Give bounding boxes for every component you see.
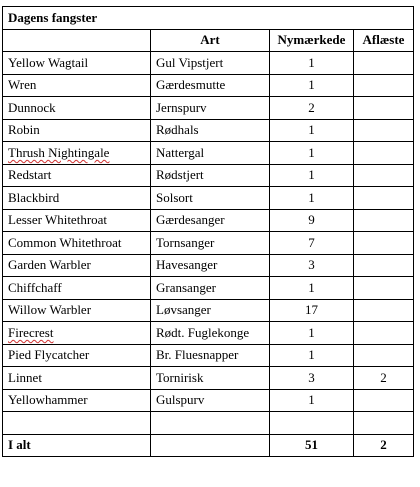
count-read: 2 [354, 367, 414, 390]
species-english: Linnet [3, 367, 151, 390]
species-danish: Havesanger [151, 254, 270, 277]
species-english: Robin [3, 119, 151, 142]
table-row [3, 254, 414, 277]
count-read [354, 254, 414, 277]
total-label: I alt [3, 434, 151, 457]
species-english: Blackbird [3, 187, 151, 210]
count-new: 1 [270, 142, 354, 165]
count-read [354, 187, 414, 210]
count-read [354, 97, 414, 120]
header-new: Nymærkede [270, 29, 354, 52]
count-new: 17 [270, 299, 354, 322]
table-row [3, 367, 414, 390]
count-new: 9 [270, 209, 354, 232]
table-row [3, 119, 414, 142]
species-danish: Rødt. Fuglekonge [151, 322, 270, 345]
species-english [3, 142, 151, 165]
count-new: 1 [270, 322, 354, 345]
table-row [3, 164, 414, 187]
table-row [3, 232, 414, 255]
header-species [3, 29, 151, 52]
catch-table [2, 6, 414, 457]
total-row [3, 434, 414, 457]
spellcheck-word: Firecrest [8, 324, 54, 340]
count-new: 1 [270, 164, 354, 187]
blank-row [3, 412, 414, 435]
count-new: 7 [270, 232, 354, 255]
header-art: Art [151, 29, 270, 52]
species-english: Dunnock [3, 97, 151, 120]
total-empty [151, 434, 270, 457]
species-danish: Gærdesmutte [151, 74, 270, 97]
table-row [3, 142, 414, 165]
species-english: Yellow Wagtail [3, 52, 151, 75]
species-english: Garden Warbler [3, 254, 151, 277]
table-row [3, 74, 414, 97]
total-new: 51 [270, 434, 354, 457]
table-row [3, 344, 414, 367]
species-danish: Solsort [151, 187, 270, 210]
species-danish: Jernspurv [151, 97, 270, 120]
count-read [354, 389, 414, 412]
blank-cell [270, 412, 354, 435]
count-new: 1 [270, 389, 354, 412]
table-row [3, 97, 414, 120]
species-english: Chiffchaff [3, 277, 151, 300]
count-new: 1 [270, 74, 354, 97]
header-read: Aflæste [354, 29, 414, 52]
total-read: 2 [354, 434, 414, 457]
count-read [354, 52, 414, 75]
count-read [354, 74, 414, 97]
species-danish: Rødhals [151, 119, 270, 142]
count-read [354, 344, 414, 367]
count-read [354, 232, 414, 255]
count-read [354, 299, 414, 322]
title-row [3, 7, 414, 30]
table-row [3, 277, 414, 300]
count-new: 1 [270, 52, 354, 75]
count-read [354, 322, 414, 345]
header-row [3, 29, 414, 52]
species-danish: Rødstjert [151, 164, 270, 187]
count-new: 3 [270, 254, 354, 277]
count-read [354, 142, 414, 165]
species-english [3, 322, 151, 345]
species-danish: Nattergal [151, 142, 270, 165]
table-row [3, 322, 414, 345]
species-danish: Gul Vipstjert [151, 52, 270, 75]
blank-cell [3, 412, 151, 435]
species-english: Common Whitethroat [3, 232, 151, 255]
species-danish: Gransanger [151, 277, 270, 300]
count-new: 3 [270, 367, 354, 390]
species-danish: Gærdesanger [151, 209, 270, 232]
count-new: 2 [270, 97, 354, 120]
species-danish: Løvsanger [151, 299, 270, 322]
count-new: 1 [270, 344, 354, 367]
species-english: Pied Flycatcher [3, 344, 151, 367]
species-danish: Gulspurv [151, 389, 270, 412]
count-read [354, 164, 414, 187]
blank-cell [354, 412, 414, 435]
count-read [354, 119, 414, 142]
species-english: Willow Warbler [3, 299, 151, 322]
species-danish: Br. Fluesnapper [151, 344, 270, 367]
blank-cell [151, 412, 270, 435]
species-english: Redstart [3, 164, 151, 187]
species-danish: Tornsanger [151, 232, 270, 255]
species-english: Wren [3, 74, 151, 97]
table-row [3, 299, 414, 322]
spellcheck-word: Thrush Nightingale [8, 144, 110, 160]
table-row [3, 187, 414, 210]
species-english: Lesser Whitethroat [3, 209, 151, 232]
count-new: 1 [270, 187, 354, 210]
table-row [3, 389, 414, 412]
catch-table-container [2, 6, 414, 457]
count-new: 1 [270, 119, 354, 142]
table-title: Dagens fangster [3, 7, 414, 30]
species-danish: Tornirisk [151, 367, 270, 390]
count-new: 1 [270, 277, 354, 300]
species-english: Yellowhammer [3, 389, 151, 412]
count-read [354, 209, 414, 232]
table-row [3, 52, 414, 75]
table-row [3, 209, 414, 232]
count-read [354, 277, 414, 300]
